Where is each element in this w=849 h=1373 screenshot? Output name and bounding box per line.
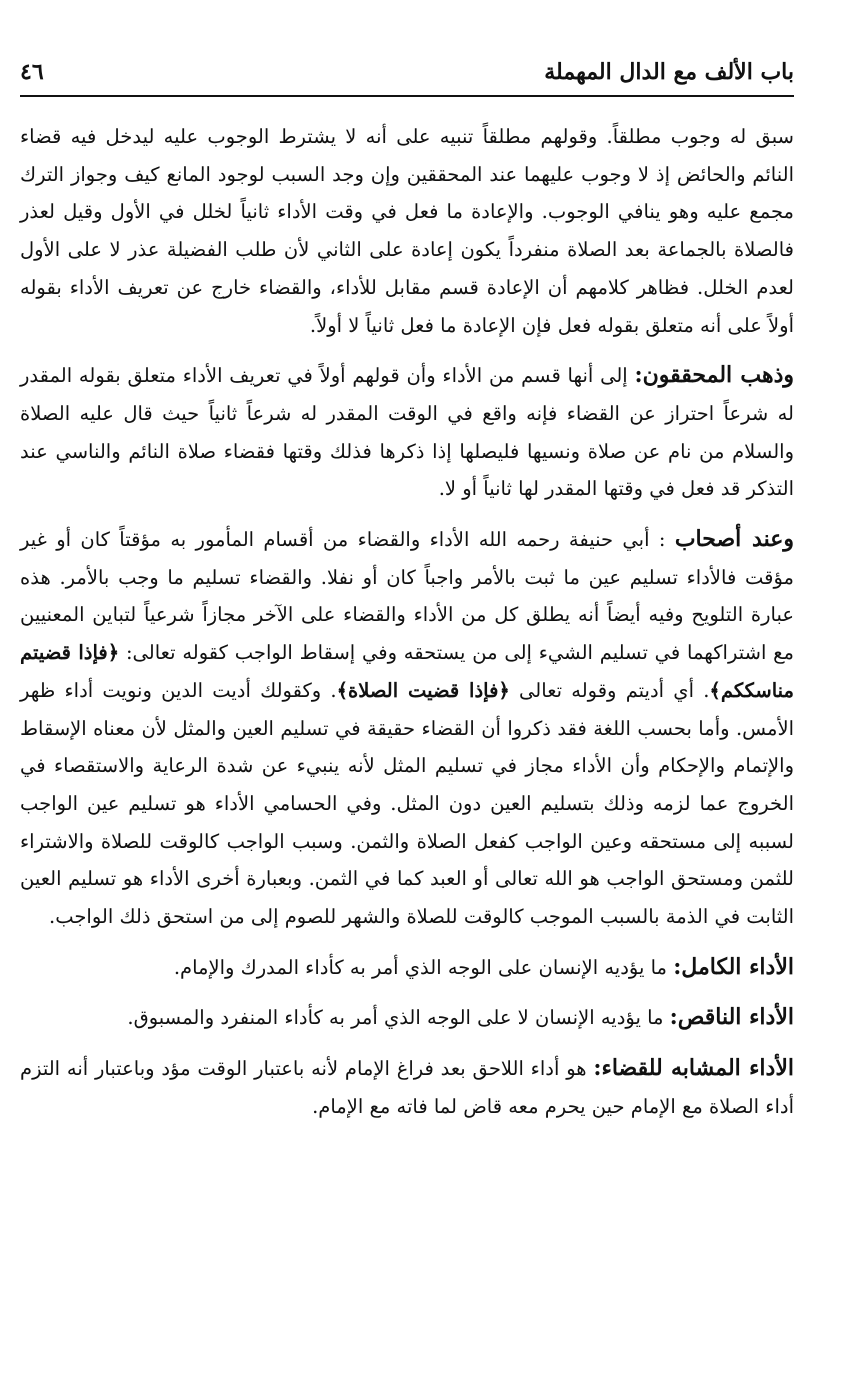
paragraph-iada bbox=[20, 118, 794, 344]
quran-quote: ﴿فإذا قضيتم مناسككم﴾ bbox=[20, 641, 794, 702]
running-title: باب الألف مع الدال المهملة bbox=[544, 59, 794, 85]
entry-term: الأداء المشابه للقضاء: bbox=[593, 1055, 794, 1082]
entry-term: وذهب المحققون: bbox=[634, 362, 795, 389]
quran-quote: ﴿فإذا قضيت الصلاة﴾ bbox=[336, 678, 510, 702]
paragraph-kamil bbox=[20, 949, 794, 987]
paragraph-text: هو أداء اللاحق بعد فراغ الإمام لأنه باعتبار الوقت مؤد وباعتبار أنه التزم أداء الصلاة مع الإمام حين يحرم معه قاض لما فاته مع الإمام. bbox=[20, 1057, 794, 1118]
paragraph-text: سبق له وجوب مطلقاً. وقولهم مطلقاً تنبيه على أنه لا يشترط الوجوب عليه ليدخل فيه قضاء النائم والحائض إذ لا وجوب عليهما عند المحققين وإن وجد السبب لوجود المانع كيف وجواز الترك مجمع عليه وهو ينافي الوجوب. والإعادة ما فعل في وقت الأداء ثانياً لخلل في الأول وقيل لعذر فالصلاة بالجماعة بعد الصلاة منفرداً يكون إعادة على الثاني لأن طلب الفضيلة عذر لا على الأول لعدم الخلل. فظاهر كلامهم أن الإعادة قسم مقابل للأداء، والقضاء خارج عن تعريف الأداء بقوله أولاً على أنه متعلق بقوله فعل فإن الإعادة ما فعل ثانياً لا أولاً. bbox=[20, 125, 794, 337]
page-number: ٤٦ bbox=[20, 59, 44, 85]
paragraph-text: : أبي حنيفة رحمه الله الأداء والقضاء من أقسام المأمور به مؤقتاً كان أو غير مؤقت فالأداء تسليم عين ما ثبت بالأمر واجباً كان أو نفلا. والقضاء تسليم ما وجب بالأمر. هذه عبارة التلويح وفيه أيضاً أنه يطلق كل من الأداء والقضاء على الآخر مجازاً شرعياً لتباين المعنيين مع اشتراكهما في تسليم الشيء إلى من يستحقه وفي إسقاط الواجب كقوله تعالى: bbox=[20, 528, 794, 665]
paragraph-text: ما يؤديه الإنسان على الوجه الذي أمر به كأداء المدرك والإمام. bbox=[173, 955, 674, 979]
entry-term: وعند أصحاب bbox=[674, 526, 794, 553]
page-header bbox=[20, 55, 794, 97]
paragraph-muhaqqiqun bbox=[20, 357, 794, 508]
paragraph-text: ما يؤديه الإنسان لا على الوجه الذي أمر به كأداء المنفرد والمسبوق. bbox=[127, 1006, 670, 1030]
paragraph-naqis bbox=[20, 999, 794, 1037]
entry-term: الأداء الناقص: bbox=[669, 1004, 794, 1031]
paragraph-text: إلى أنها قسم من الأداء وأن قولهم أولاً في تعريف الأداء متعلق بقوله المقدر له شرعاً احتراز عن القضاء فإنه واقع في الوقت المقدر له شرعاً ثانياً حيث قال عليه الصلاة والسلام من نام عن صلاة ونسيها فليصلها إذا ذكرها فذلك وقتها فقضاء صلاة النائم والناسي عند التذكر قد فعل في وقتها المقدر لها ثانياً أو لا. bbox=[20, 364, 794, 501]
paragraph-mushabih bbox=[20, 1050, 794, 1125]
paragraph-text: . أي أديتم وقوله تعالى bbox=[509, 678, 710, 702]
paragraph-text: . وكقولك أديت الدين ونويت أداء ظهر الأمس. وأما بحسب اللغة فقد ذكروا أن القضاء حقيقة في تسليم العين والمثل لأن معناه الإسقاط والإتمام والإحكام وأن الأداء مجاز في تسليم المثل لأنه ينبيء عن شدة الرعاية والاستقصاء في الخروج عما لزمه وذلك بتسليم العين دون المثل. وفي الحسامي الأداء هو تسليم عين الواجب لسببه إلى مستحقه وعين الواجب كفعل الصلاة والثمن. وسبب الواجب كالوقت للصلاة والاشتراء للثمن ومستحق الواجب هو الله تعالى أو العبد كما في الثمن. وبعبارة أخرى الأداء هو تسليم العين الثابت في الذمة بالسبب الموجب كالوقت للصلاة والشهر للصوم إلى من استحق ذلك الواجب. bbox=[20, 678, 794, 929]
page-body bbox=[20, 118, 794, 1139]
entry-term: الأداء الكامل: bbox=[673, 953, 794, 980]
paragraph-ashab bbox=[20, 521, 794, 936]
